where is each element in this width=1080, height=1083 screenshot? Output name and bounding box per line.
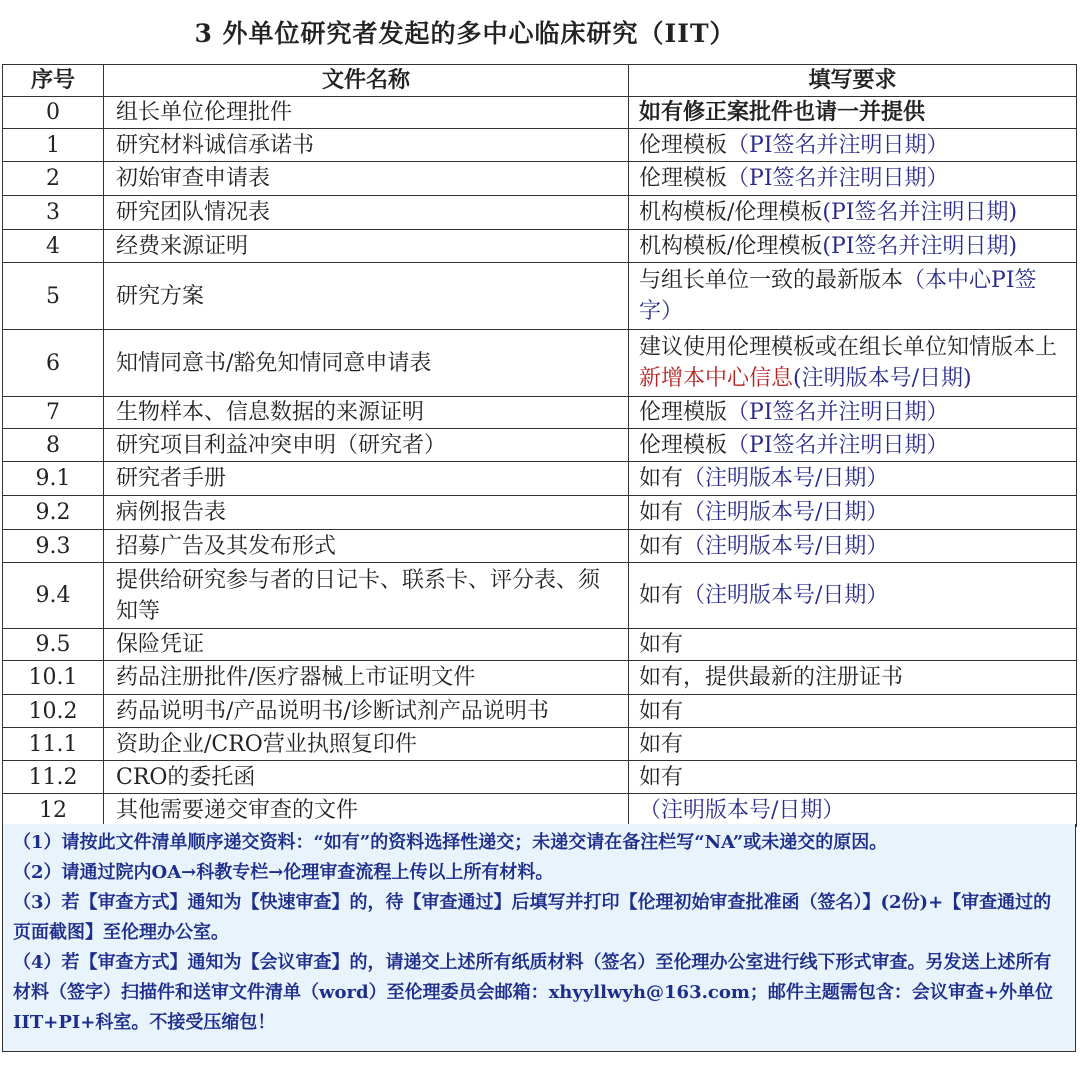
row-no: 12 xyxy=(3,794,104,827)
requirement-text: 伦理模版 xyxy=(639,400,728,425)
row-requirement xyxy=(629,162,1077,196)
row-no: 5 xyxy=(3,263,104,330)
row-requirement: 如有 xyxy=(629,728,1077,761)
header-requirement: 填写要求 xyxy=(629,65,1077,97)
header-no: 序号 xyxy=(3,65,104,97)
requirement-text: 如有 xyxy=(639,583,684,608)
table-row xyxy=(3,162,1077,196)
requirement-note: （注明版本号/日期） xyxy=(683,533,889,559)
row-requirement xyxy=(629,196,1077,230)
note-item: （1）请按此文件清单顺序递交资料：“如有”的资料选择性递交；未递交请在备注栏写“NA”或未递交的原因。 xyxy=(13,832,888,853)
requirement-note: (注明版本号/日期) xyxy=(793,366,972,391)
row-no: 1 xyxy=(3,129,104,162)
row-requirement: 如有 xyxy=(629,695,1077,728)
table-row xyxy=(3,629,1077,661)
row-file-name: 保险凭证 xyxy=(104,629,629,661)
requirement-note: （注明版本号/日期） xyxy=(683,466,889,491)
table-row xyxy=(3,496,1077,530)
requirement-text: 伦理模板 xyxy=(639,432,728,458)
table-row xyxy=(3,129,1077,162)
row-requirement xyxy=(629,563,1077,629)
row-requirement xyxy=(629,230,1077,263)
table-row xyxy=(3,196,1077,230)
requirement-note: （PI签名并注明日期） xyxy=(727,432,949,458)
table-row xyxy=(3,530,1077,563)
table-row xyxy=(3,695,1077,728)
row-requirement: 如有 xyxy=(629,761,1077,794)
row-file-name: 资助企业/CRO营业执照复印件 xyxy=(104,728,629,761)
requirement-text: 如有 xyxy=(639,533,684,559)
row-no: 3 xyxy=(3,196,104,230)
row-file-name: 招募广告及其发布形式 xyxy=(104,530,629,563)
requirement-text: 机构模板/伦理模板 xyxy=(639,233,823,259)
row-no: 9.3 xyxy=(3,530,104,563)
table-header-row xyxy=(3,65,1077,97)
table-row xyxy=(3,429,1077,462)
note-item: （3）若【审查方式】通知为【快速审查】的，待【审查通过】后填写并打印【伦理初始审查批准函（签名）】(2份)+【审查通过的页面截图】至伦理办公室。 xyxy=(13,892,1052,943)
row-requirement: 如有 xyxy=(629,629,1077,661)
requirement-text: 伦理模板 xyxy=(639,132,728,158)
page-title: 3 外单位研究者发起的多中心临床研究（IIT） xyxy=(194,19,736,48)
requirement-note: （PI签名并注明日期） xyxy=(727,400,949,425)
requirement-text: 机构模板/伦理模板 xyxy=(639,200,823,225)
row-file-name: 知情同意书/豁免知情同意申请表 xyxy=(104,330,629,397)
note-item: （2）请通过院内OA→科教专栏→伦理审查流程上传以上所有材料。 xyxy=(13,862,554,883)
row-no: 11.2 xyxy=(3,761,104,794)
row-no: 9.2 xyxy=(3,496,104,530)
row-file-name: 生物样本、信息数据的来源证明 xyxy=(104,397,629,429)
row-file-name: 组长单位伦理批件 xyxy=(104,97,629,129)
row-requirement xyxy=(629,462,1077,496)
row-requirement xyxy=(629,330,1077,397)
row-file-name: CRO的委托函 xyxy=(104,761,629,794)
table-row xyxy=(3,230,1077,263)
requirement-note: （本中心PI签字） xyxy=(639,268,1037,324)
row-no: 9.4 xyxy=(3,563,104,629)
requirement-note: （注明版本号/日期） xyxy=(683,583,889,608)
row-file-name: 其他需要递交审查的文件 xyxy=(104,794,629,827)
note-item: （4）若【审查方式】通知为【会议审查】的，请递交上述所有纸质材料（签名）至伦理办公室进行线下形式审查。另发送上述所有材料（签字）扫描件和送审文件清单（word）至伦理委员会邮箱：xhyyllwyh@163.com；邮件主题需包含：会议审查+外单位IIT+PI+科室。不接受压缩包！ xyxy=(13,952,1053,1033)
row-file-name: 经费来源证明 xyxy=(104,230,629,263)
table-row xyxy=(3,728,1077,761)
requirement-note: (PI签名并注明日期) xyxy=(822,200,1018,225)
row-requirement: 如有，提供最新的注册证书 xyxy=(629,661,1077,695)
table-row xyxy=(3,397,1077,429)
requirement-text: 如有 xyxy=(639,500,684,525)
row-file-name: 研究项目利益冲突申明（研究者） xyxy=(104,429,629,462)
row-no: 11.1 xyxy=(3,728,104,761)
row-file-name: 药品说明书/产品说明书/诊断试剂产品说明书 xyxy=(104,695,629,728)
row-no: 9.1 xyxy=(3,462,104,496)
row-file-name: 研究者手册 xyxy=(104,462,629,496)
row-no: 6 xyxy=(3,330,104,397)
row-no: 8 xyxy=(3,429,104,462)
row-requirement: 如有修正案批件也请一并提供 xyxy=(629,97,1077,129)
requirement-note: （PI签名并注明日期） xyxy=(727,132,949,158)
table-row xyxy=(3,563,1077,629)
row-no: 4 xyxy=(3,230,104,263)
requirement-text: 与组长单位一致的最新版本 xyxy=(639,268,904,293)
submission-notes xyxy=(2,824,1076,1052)
requirement-note: (PI签名并注明日期) xyxy=(822,233,1018,259)
table-row xyxy=(3,330,1077,397)
row-requirement xyxy=(629,530,1077,563)
requirement-text: 建议使用伦理模板或在组长单位知情版本上 xyxy=(639,335,1058,360)
row-requirement: （注明版本号/日期） xyxy=(629,794,1077,827)
row-file-name: 研究材料诚信承诺书 xyxy=(104,129,629,162)
requirement-text: 伦理模板 xyxy=(639,166,728,191)
row-no: 10.2 xyxy=(3,695,104,728)
row-requirement xyxy=(629,496,1077,530)
row-file-name: 研究方案 xyxy=(104,263,629,330)
requirement-text: 如有 xyxy=(639,466,684,491)
table-row xyxy=(3,462,1077,496)
table-row xyxy=(3,794,1077,827)
requirement-note: （注明版本号/日期） xyxy=(683,500,889,525)
row-requirement xyxy=(629,263,1077,330)
row-no: 2 xyxy=(3,162,104,196)
row-no: 9.5 xyxy=(3,629,104,661)
table-row xyxy=(3,661,1077,695)
row-requirement xyxy=(629,429,1077,462)
table-row xyxy=(3,263,1077,330)
row-no: 0 xyxy=(3,97,104,129)
document-checklist-table xyxy=(2,64,1077,827)
row-file-name: 研究团队情况表 xyxy=(104,196,629,230)
row-no: 10.1 xyxy=(3,661,104,695)
row-requirement xyxy=(629,129,1077,162)
table-row xyxy=(3,97,1077,129)
row-file-name: 药品注册批件/医疗器械上市证明文件 xyxy=(104,661,629,695)
row-requirement xyxy=(629,397,1077,429)
row-no: 7 xyxy=(3,397,104,429)
table-row xyxy=(3,761,1077,794)
row-file-name: 病例报告表 xyxy=(104,496,629,530)
header-file-name: 文件名称 xyxy=(104,65,629,97)
row-file-name: 提供给研究参与者的日记卡、联系卡、评分表、须知等 xyxy=(104,563,629,629)
requirement-highlight: 新增本中心信息 xyxy=(639,366,794,391)
row-file-name: 初始审查申请表 xyxy=(104,162,629,196)
requirement-note: （PI签名并注明日期） xyxy=(727,166,949,191)
